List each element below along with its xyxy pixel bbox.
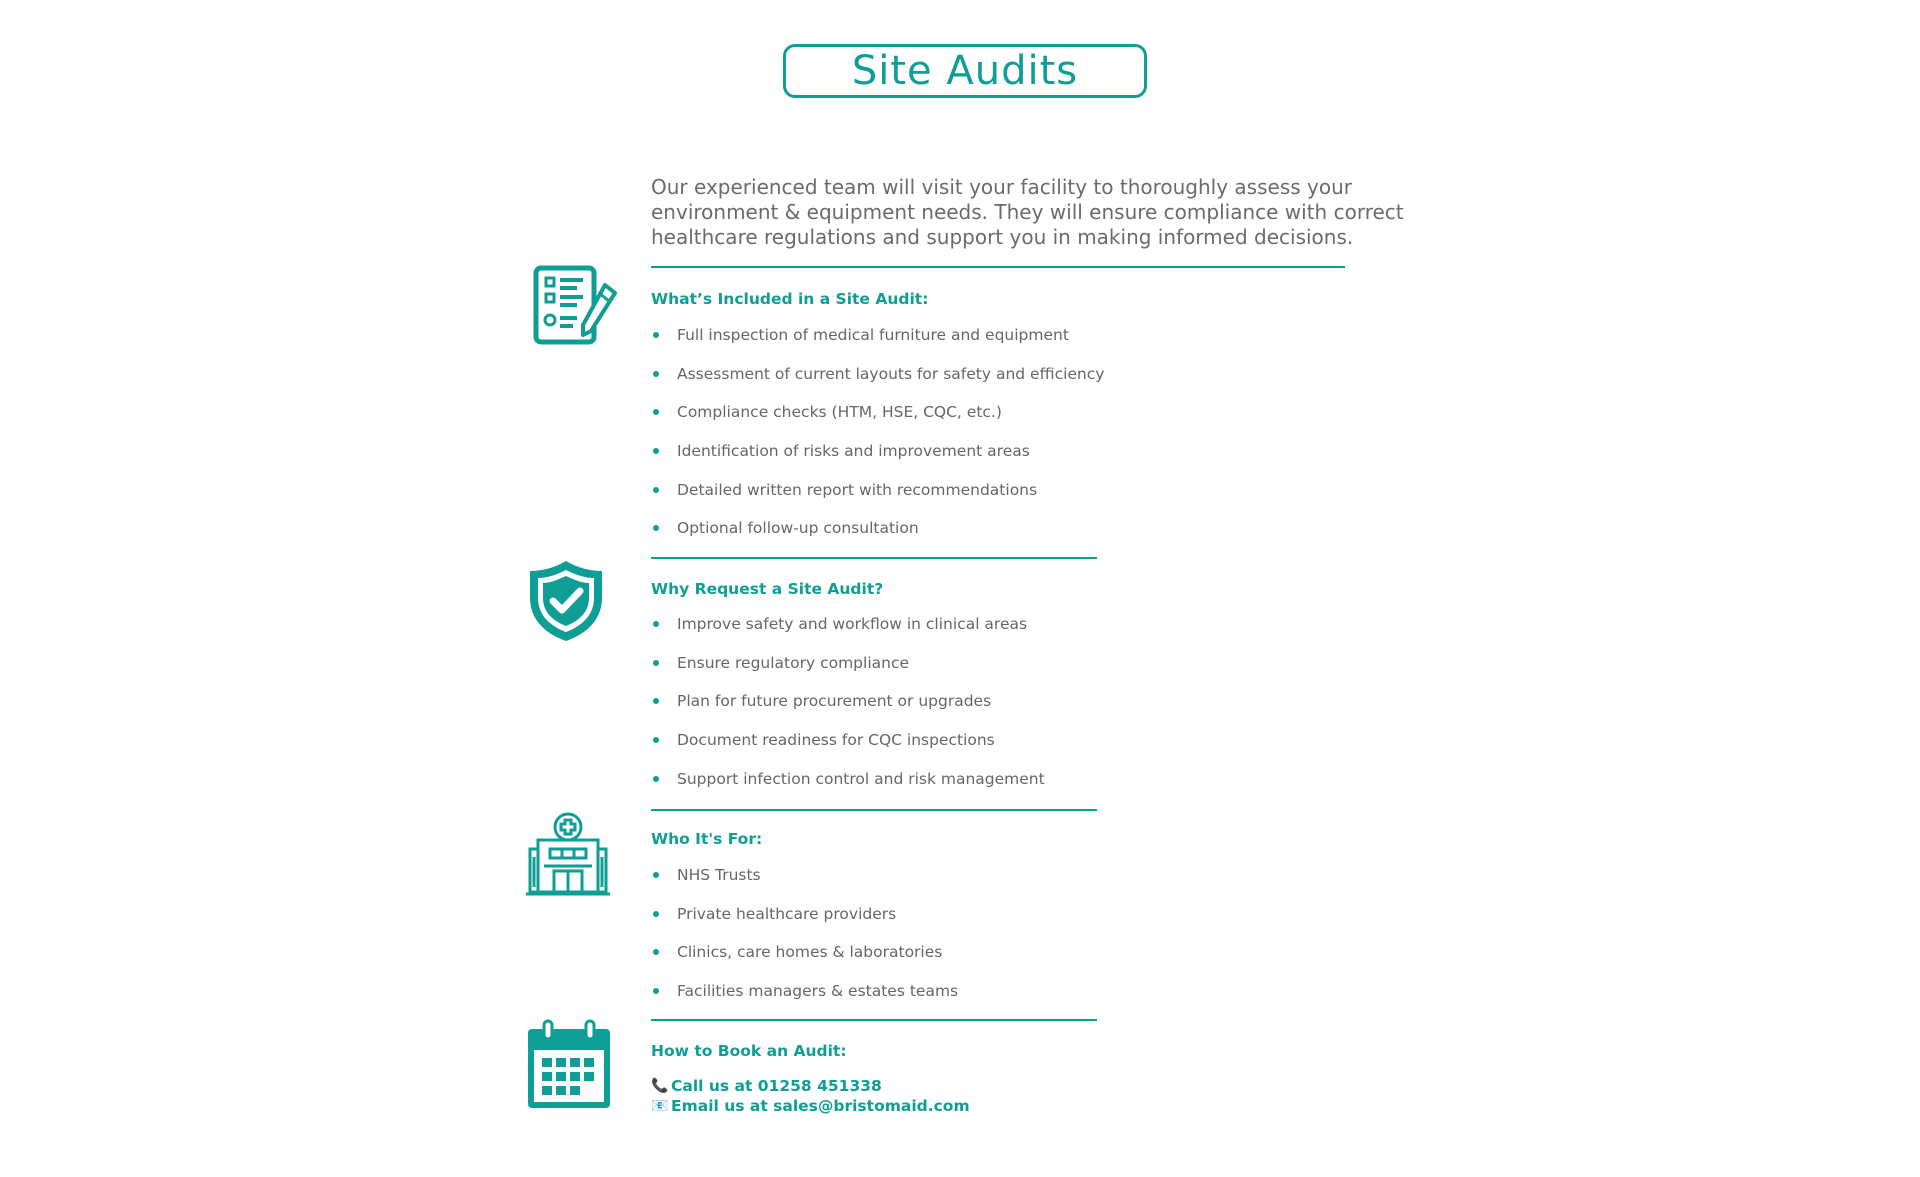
- list-item: Facilities managers & estates teams: [651, 972, 958, 1011]
- list-item: Ensure regulatory compliance: [651, 644, 1045, 683]
- checklist-icon: [533, 265, 619, 347]
- page-title: Site Audits: [851, 48, 1079, 94]
- bullet-dot: [653, 737, 659, 743]
- divider: [651, 557, 1097, 559]
- list-item: Private healthcare providers: [651, 895, 958, 934]
- bullet-dot: [653, 621, 659, 627]
- list-item: Document readiness for CQC inspections: [651, 721, 1045, 760]
- bullet-dot: [653, 409, 659, 415]
- section-heading-who: Who It's For:: [651, 830, 763, 848]
- list-item: Full inspection of medical furniture and equipment: [651, 316, 1104, 355]
- list-item: Improve safety and workflow in clinical areas: [651, 605, 1045, 644]
- page-title-box: [783, 44, 1147, 98]
- bullet-dot: [653, 525, 659, 531]
- list-item: NHS Trusts: [651, 856, 958, 895]
- phone-icon: 📞: [651, 1078, 669, 1094]
- list-item: Support infection control and risk management: [651, 759, 1045, 798]
- phone-link[interactable]: Call us at 01258 451338: [671, 1077, 882, 1095]
- section-heading-book: How to Book an Audit:: [651, 1042, 847, 1060]
- bullet-dot: [653, 988, 659, 994]
- bullet-dot: [653, 660, 659, 666]
- bullet-dot: [653, 776, 659, 782]
- shield-check-icon: [526, 558, 606, 644]
- list-item: Plan for future procurement or upgrades: [651, 682, 1045, 721]
- phone-contact[interactable]: [651, 1077, 882, 1095]
- list-item: Optional follow-up consultation: [651, 509, 1104, 548]
- included-list: [651, 316, 1104, 548]
- divider: [651, 1019, 1097, 1021]
- bullet-dot: [653, 698, 659, 704]
- bullet-dot: [653, 371, 659, 377]
- divider: [651, 266, 1345, 268]
- list-item: Assessment of current layouts for safety and efficiency: [651, 355, 1104, 394]
- bullet-dot: [653, 911, 659, 917]
- email-contact[interactable]: [651, 1097, 970, 1115]
- list-item: Clinics, care homes & laboratories: [651, 933, 958, 972]
- list-item: Identification of risks and improvement areas: [651, 432, 1104, 471]
- bullet-dot: [653, 332, 659, 338]
- section-heading-why: Why Request a Site Audit?: [651, 580, 884, 598]
- hospital-icon: [524, 811, 612, 897]
- list-item: Detailed written report with recommendations: [651, 470, 1104, 509]
- divider: [651, 809, 1097, 811]
- bullet-dot: [653, 487, 659, 493]
- email-link[interactable]: Email us at sales@bristomaid.com: [671, 1097, 970, 1115]
- bullet-dot: [653, 448, 659, 454]
- calendar-icon: [526, 1019, 612, 1110]
- who-list: [651, 856, 958, 1010]
- bullet-dot: [653, 949, 659, 955]
- list-item: Compliance checks (HTM, HSE, CQC, etc.): [651, 393, 1104, 432]
- email-icon: 📧: [651, 1098, 669, 1114]
- bullet-dot: [653, 872, 659, 878]
- section-heading-included: What’s Included in a Site Audit:: [651, 290, 929, 308]
- why-list: [651, 605, 1045, 798]
- intro-paragraph: Our experienced team will visit your facility to thoroughly assess your environment & equipment needs. They will ensure compliance with correct healthcare regulations and support you in making informed decisions.: [651, 175, 1404, 249]
